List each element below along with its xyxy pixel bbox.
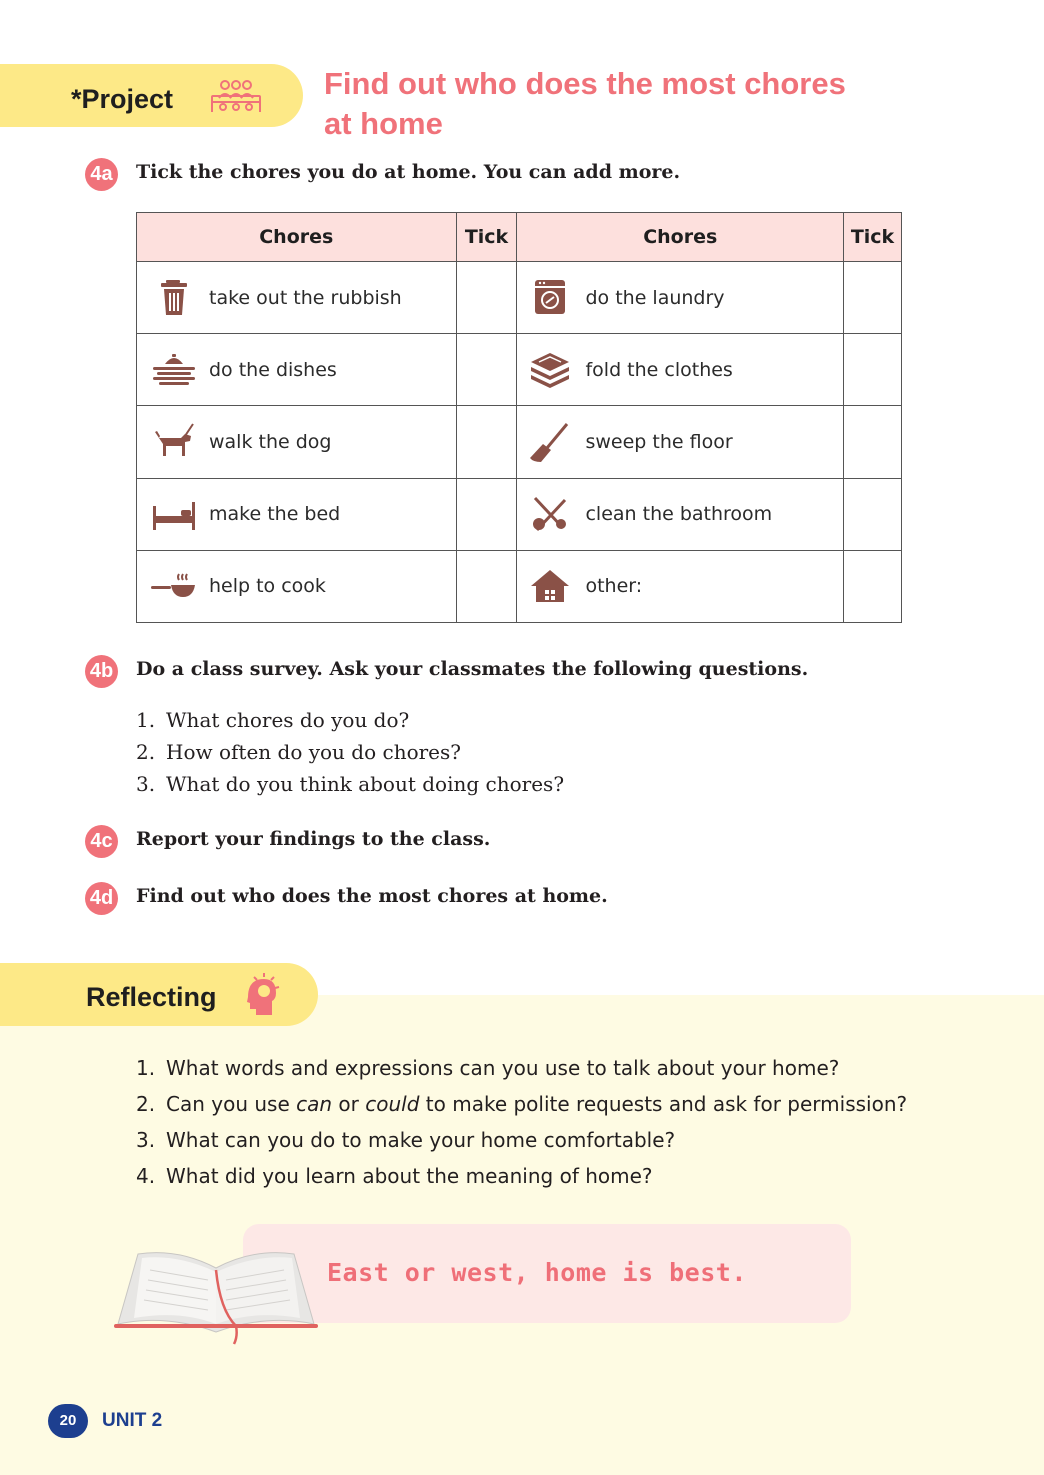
step-badge-4b: 4b [85, 655, 118, 688]
list-number: 1. [136, 708, 156, 732]
chore-cell [137, 262, 457, 334]
list-number: 3. [136, 772, 156, 796]
chore-label: fold the clothes [585, 358, 733, 381]
question-text: What do you think about doing chores? [166, 772, 565, 796]
list-item [136, 1158, 907, 1194]
reflecting-label: Reflecting [86, 982, 217, 1012]
broom-icon [527, 422, 573, 462]
tick-box[interactable] [456, 478, 517, 550]
list-number: 4. [136, 1164, 156, 1188]
chore-label: other: [585, 575, 643, 598]
reflecting-question-list [136, 1050, 907, 1194]
survey-question-list [136, 704, 564, 800]
list-item [136, 1086, 907, 1122]
table-row [137, 406, 902, 478]
trash-bin-icon [151, 278, 197, 318]
open-book-icon [112, 1240, 322, 1351]
house-icon [527, 566, 573, 606]
question-emphasis-can: can [296, 1092, 333, 1116]
list-item [136, 1122, 907, 1158]
step-4d-instruction: Find out who does the most chores at home. [136, 885, 608, 907]
chore-label: sweep the floor [585, 430, 733, 453]
column-header-tick: Tick [456, 213, 517, 262]
tick-box[interactable] [456, 262, 517, 334]
step-4a-instruction: Tick the chores you do at home. You can add more. [136, 161, 681, 183]
bed-icon [151, 494, 197, 534]
folded-clothes-icon [527, 350, 573, 390]
project-label: *Project [71, 84, 174, 114]
project-title [324, 64, 924, 144]
question-text-part: to make polite requests and ask for permission? [419, 1092, 908, 1116]
step-4c-instruction: Report your findings to the class. [136, 828, 491, 850]
chore-label: take out the rubbish [209, 286, 402, 309]
project-title-line-2: at home [324, 106, 443, 141]
chore-cell [517, 478, 844, 550]
step-badge-4a: 4a [85, 158, 118, 191]
chore-label: clean the bathroom [585, 503, 773, 526]
tick-box[interactable] [844, 478, 902, 550]
question-text: What did you learn about the meaning of home? [166, 1164, 653, 1188]
list-item [136, 1050, 907, 1086]
chore-cell [137, 406, 457, 478]
table-row [137, 262, 902, 334]
question-emphasis-could: could [365, 1092, 420, 1116]
table-row [137, 550, 902, 622]
chore-label: do the dishes [209, 358, 337, 381]
chore-label: walk the dog [209, 430, 332, 453]
step-4b-instruction: Do a class survey. Ask your classmates the following questions. [136, 658, 809, 680]
chore-label: do the laundry [585, 286, 725, 309]
dog-leash-icon [151, 422, 197, 462]
column-header-chores: Chores [137, 213, 457, 262]
frying-pan-icon [151, 566, 197, 606]
chore-cell [517, 550, 844, 622]
question-text-part: Can you use [166, 1092, 297, 1116]
step-badge-4d: 4d [85, 882, 118, 915]
tick-box[interactable] [844, 262, 902, 334]
tick-box[interactable] [456, 406, 517, 478]
tick-box[interactable] [844, 406, 902, 478]
unit-label: UNIT 2 [102, 1410, 163, 1431]
tick-box[interactable] [456, 550, 517, 622]
list-number: 3. [136, 1128, 156, 1152]
tick-box[interactable] [844, 334, 902, 406]
chore-cell [517, 262, 844, 334]
table-row [137, 334, 902, 406]
step-badge-4c: 4c [85, 825, 118, 858]
quote-text: East or west, home is best. [327, 1258, 747, 1287]
toilet-brush-icon [527, 494, 573, 534]
question-text: What chores do you do? [166, 708, 410, 732]
washing-machine-icon [527, 278, 573, 318]
dishes-icon [151, 350, 197, 390]
table-header-row [137, 213, 902, 262]
chore-cell [517, 406, 844, 478]
chore-label: help to cook [209, 575, 326, 598]
list-number: 2. [136, 1092, 156, 1116]
chore-label: make the bed [209, 503, 341, 526]
column-header-tick: Tick [844, 213, 902, 262]
page-number: 20 [48, 1404, 88, 1438]
tick-box[interactable] [456, 334, 517, 406]
table-row [137, 478, 902, 550]
chore-cell [137, 478, 457, 550]
list-item [136, 736, 564, 768]
tick-box[interactable] [844, 550, 902, 622]
question-text: How often do you do chores? [166, 740, 461, 764]
chore-cell [137, 334, 457, 406]
lightbulb-head-icon [240, 971, 282, 1024]
chore-cell [517, 334, 844, 406]
column-header-chores: Chores [517, 213, 844, 262]
project-title-line-1: Find out who does the most chores [324, 66, 846, 101]
chore-cell [137, 550, 457, 622]
list-number: 1. [136, 1056, 156, 1080]
group-discussion-icon [207, 76, 265, 121]
question-text: What words and expressions can you use to talk about your home? [166, 1056, 840, 1080]
question-text: What can you do to make your home comfortable? [166, 1128, 676, 1152]
question-text-part: or [332, 1092, 366, 1116]
list-number: 2. [136, 740, 156, 764]
list-item [136, 768, 564, 800]
list-item [136, 704, 564, 736]
chores-table [136, 212, 902, 623]
